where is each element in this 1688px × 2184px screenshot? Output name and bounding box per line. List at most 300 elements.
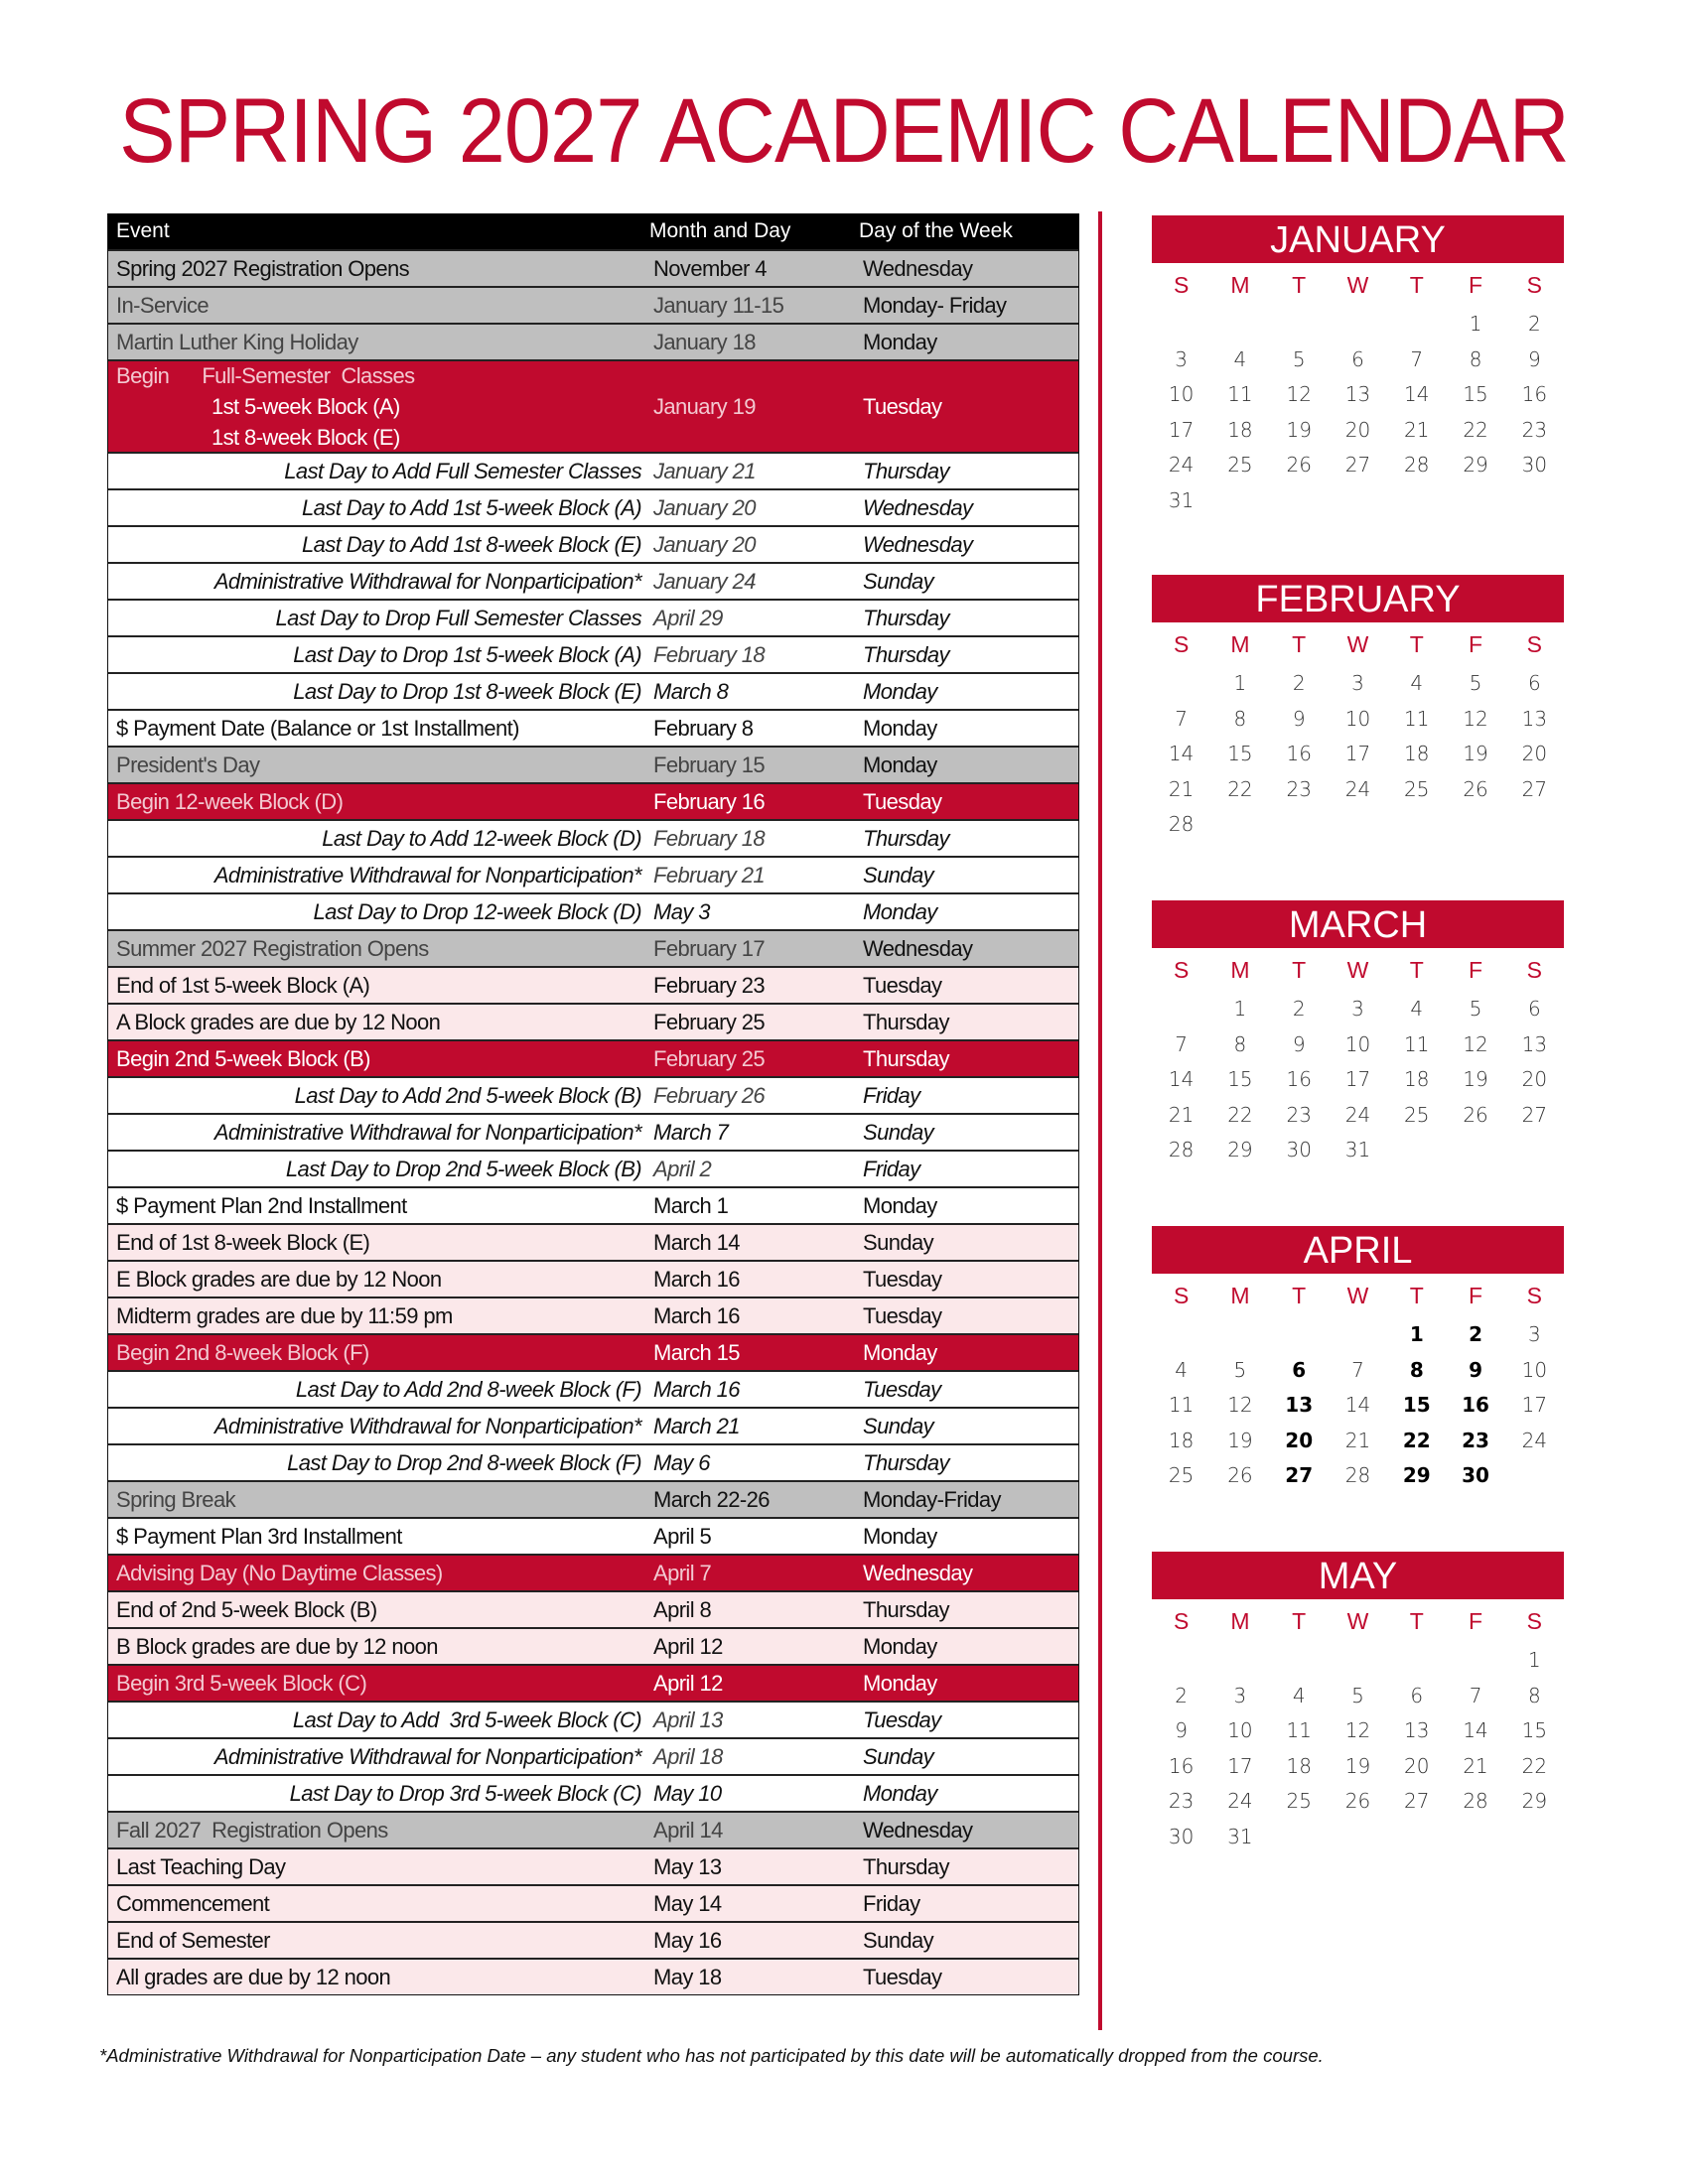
event-name: Begin Full-Semester Classes bbox=[116, 363, 415, 388]
calendar-day: 17 bbox=[1227, 1753, 1253, 1778]
event-sub: 1st 5-week Block (A) bbox=[211, 394, 400, 419]
calendar-day: 23 bbox=[1168, 1789, 1195, 1813]
event-date: March 16 bbox=[653, 1302, 740, 1328]
month-header: JANUARY bbox=[1152, 215, 1564, 263]
calendar-day: 21 bbox=[1344, 1428, 1371, 1452]
event-name: Last Day to Add Full Semester Classes bbox=[284, 458, 641, 483]
weekday-label: M bbox=[1230, 631, 1250, 657]
event-date: April 18 bbox=[653, 1743, 723, 1769]
calendar-day: 5 bbox=[1469, 997, 1482, 1021]
calendar-day: 31 bbox=[1168, 487, 1195, 512]
calendar-day: 14 bbox=[1168, 742, 1195, 765]
weekday-label: S bbox=[1526, 631, 1543, 657]
calendar-day: 4 bbox=[1233, 346, 1247, 371]
calendar-day: 26 bbox=[1463, 776, 1488, 801]
calendar-day: 28 bbox=[1344, 1463, 1371, 1487]
table-row bbox=[108, 562, 1078, 599]
event-date: April 14 bbox=[653, 1817, 723, 1843]
table-row bbox=[108, 1517, 1078, 1554]
weekday-label: T bbox=[1409, 631, 1424, 657]
calendar-day: 17 bbox=[1168, 417, 1195, 442]
event-weekday: Tuesday bbox=[863, 1302, 942, 1328]
calendar-day: 19 bbox=[1463, 742, 1488, 765]
calendar-day: 20 bbox=[1404, 1753, 1430, 1778]
event-date: February 23 bbox=[653, 972, 766, 998]
calendar-day: 2 bbox=[1175, 1683, 1188, 1707]
month-header: FEBRUARY bbox=[1152, 575, 1564, 622]
table-row bbox=[108, 488, 1078, 525]
event-name: Last Day to Add 2nd 5-week Block (B) bbox=[294, 1082, 641, 1108]
event-date: March 8 bbox=[653, 678, 729, 704]
calendar-day: 26 bbox=[1344, 1789, 1371, 1813]
table-row bbox=[108, 1480, 1078, 1517]
event-name: Fall 2027 Registration Opens bbox=[116, 1817, 388, 1843]
calendar-day: 20 bbox=[1521, 742, 1548, 765]
event-weekday: Monday-Friday bbox=[863, 1486, 1001, 1512]
weekday-label: S bbox=[1526, 957, 1543, 983]
calendar-day: 8 bbox=[1469, 346, 1482, 371]
calendar-day: 8 bbox=[1409, 1357, 1424, 1382]
event-weekday: Tuesday bbox=[863, 1266, 942, 1292]
calendar-day: 12 bbox=[1286, 382, 1312, 406]
event-name: Summer 2027 Registration Opens bbox=[116, 935, 429, 961]
event-date: May 13 bbox=[653, 1853, 722, 1879]
table-row bbox=[108, 672, 1078, 709]
calendar-day: 23 bbox=[1286, 1102, 1312, 1127]
event-date: January 20 bbox=[653, 531, 756, 557]
header-date: Month and Day bbox=[649, 219, 791, 242]
event-weekday: Sunday bbox=[863, 862, 934, 887]
event-weekday: Wednesday bbox=[863, 494, 973, 520]
event-name: Administrative Withdrawal for Nonparticipation* bbox=[213, 1119, 641, 1145]
calendar-day: 18 bbox=[1286, 1753, 1312, 1778]
table-row bbox=[108, 1811, 1078, 1847]
event-date: January 24 bbox=[653, 568, 756, 594]
event-weekday: Monday- Friday bbox=[863, 292, 1007, 318]
event-name: End of 1st 8-week Block (E) bbox=[116, 1229, 370, 1255]
calendar-day: 11 bbox=[1404, 706, 1430, 731]
event-weekday: Tuesday bbox=[863, 393, 942, 419]
table-row bbox=[108, 1884, 1078, 1921]
event-weekday: Thursday bbox=[863, 1853, 949, 1879]
table-row bbox=[108, 249, 1078, 286]
weekday-label: M bbox=[1230, 272, 1250, 298]
calendar-day: 2 bbox=[1292, 671, 1306, 695]
month-calendar-march bbox=[1152, 900, 1564, 1168]
event-weekday: Wednesday bbox=[863, 1560, 973, 1585]
month-calendar-april bbox=[1152, 1226, 1564, 1494]
empty-day bbox=[1210, 1643, 1269, 1679]
event-weekday: Monday bbox=[863, 1339, 937, 1365]
header-day: Day of the Week bbox=[859, 219, 1013, 242]
calendar-day: 25 bbox=[1227, 453, 1253, 477]
weekday-label: T bbox=[1292, 957, 1307, 983]
event-date: February 17 bbox=[653, 935, 766, 961]
month-calendar-february bbox=[1152, 575, 1564, 843]
empty-day bbox=[1329, 1643, 1387, 1679]
event-weekday: Monday bbox=[863, 1633, 937, 1659]
event-name: Spring 2027 Registration Opens bbox=[116, 255, 410, 281]
weekday-label: M bbox=[1230, 1608, 1250, 1634]
calendar-day: 22 bbox=[1227, 1102, 1253, 1127]
event-date: May 14 bbox=[653, 1890, 722, 1916]
table-row bbox=[108, 1003, 1078, 1039]
event-date: May 3 bbox=[653, 898, 710, 924]
event-name: Commencement bbox=[116, 1890, 270, 1916]
event-date: March 22-26 bbox=[653, 1486, 770, 1512]
event-date: February 15 bbox=[653, 751, 766, 777]
table-row bbox=[108, 1627, 1078, 1664]
event-weekday: Thursday bbox=[863, 641, 949, 667]
event-date: February 18 bbox=[653, 641, 766, 667]
calendar-day: 10 bbox=[1521, 1357, 1548, 1382]
calendar-day: 18 bbox=[1168, 1428, 1195, 1452]
event-date: March 7 bbox=[653, 1119, 729, 1145]
table-row bbox=[108, 1039, 1078, 1076]
event-date: February 25 bbox=[653, 1009, 766, 1034]
weekday-label: S bbox=[1526, 1283, 1543, 1308]
weekday-label: S bbox=[1173, 957, 1190, 983]
event-weekday: Thursday bbox=[863, 1045, 949, 1071]
calendar-day: 16 bbox=[1462, 1393, 1489, 1417]
event-date: March 16 bbox=[653, 1266, 740, 1292]
calendar-day: 17 bbox=[1521, 1393, 1548, 1417]
calendar-day: 31 bbox=[1344, 1138, 1371, 1161]
table-row bbox=[108, 1664, 1078, 1701]
weekday-label: M bbox=[1230, 1283, 1250, 1308]
calendar-day: 5 bbox=[1351, 1683, 1364, 1707]
month-calendar-may bbox=[1152, 1552, 1564, 1854]
calendar-day: 17 bbox=[1344, 742, 1371, 765]
empty-day bbox=[1270, 1643, 1329, 1679]
event-weekday: Thursday bbox=[863, 458, 949, 483]
empty-day bbox=[1152, 1643, 1210, 1679]
calendar-day: 5 bbox=[1233, 1357, 1247, 1382]
event-date: March 1 bbox=[653, 1192, 729, 1218]
calendar-day: 22 bbox=[1521, 1753, 1548, 1778]
calendar-day: 15 bbox=[1227, 742, 1253, 765]
calendar-day: 29 bbox=[1227, 1138, 1253, 1161]
calendar-day: 27 bbox=[1404, 1789, 1430, 1813]
calendar-day: 5 bbox=[1292, 346, 1306, 371]
event-name: Last Day to Drop 2nd 5-week Block (B) bbox=[285, 1156, 641, 1181]
event-name: Advising Day (No Daytime Classes) bbox=[116, 1560, 443, 1585]
event-name: Begin 2nd 5-week Block (B) bbox=[116, 1045, 370, 1071]
calendar-day: 25 bbox=[1404, 776, 1430, 801]
event-date: May 6 bbox=[653, 1449, 710, 1475]
calendar-day: 11 bbox=[1404, 1031, 1430, 1056]
event-name: Last Day to Drop 12-week Block (D) bbox=[313, 898, 641, 924]
weekday-label: F bbox=[1469, 272, 1483, 298]
event-weekday: Monday bbox=[863, 1523, 937, 1549]
event-date: February 21 bbox=[653, 862, 766, 887]
event-name: Last Day to Add 12-week Block (D) bbox=[322, 825, 641, 851]
table-row bbox=[108, 286, 1078, 323]
weekday-label: S bbox=[1173, 631, 1190, 657]
event-date: March 15 bbox=[653, 1339, 740, 1365]
calendar-day: 7 bbox=[1410, 346, 1424, 371]
event-weekday: Sunday bbox=[863, 1119, 934, 1145]
month-calendar-january bbox=[1152, 215, 1564, 518]
event-weekday: Thursday bbox=[863, 1009, 949, 1034]
calendar-day: 21 bbox=[1168, 776, 1195, 801]
event-date: March 21 bbox=[653, 1413, 740, 1438]
event-weekday: Monday bbox=[863, 1670, 937, 1696]
calendar-day: 13 bbox=[1521, 1031, 1548, 1056]
calendar-day: 30 bbox=[1462, 1463, 1489, 1487]
calendar-day: 26 bbox=[1227, 1463, 1253, 1487]
event-name: End of 2nd 5-week Block (B) bbox=[116, 1596, 377, 1622]
table-row bbox=[108, 635, 1078, 672]
calendar-day: 13 bbox=[1344, 382, 1371, 406]
empty-day bbox=[1270, 1317, 1329, 1353]
calendar-day: 18 bbox=[1404, 1067, 1430, 1091]
weekday-label: W bbox=[1346, 631, 1369, 657]
event-weekday: Tuesday bbox=[863, 972, 942, 998]
empty-day bbox=[1329, 1317, 1387, 1353]
calendar-day: 10 bbox=[1168, 382, 1195, 406]
event-date: May 16 bbox=[653, 1927, 722, 1953]
calendar-day: 24 bbox=[1344, 1102, 1371, 1127]
event-name: Last Day to Add 3rd 5-week Block (C) bbox=[292, 1706, 641, 1732]
calendar-day: 27 bbox=[1344, 453, 1371, 477]
page-title: SPRING 2027 ACADEMIC CALENDAR bbox=[119, 80, 1569, 182]
table-row bbox=[108, 1590, 1078, 1627]
table-row bbox=[108, 599, 1078, 635]
table-row bbox=[108, 1407, 1078, 1443]
calendar-day: 14 bbox=[1344, 1393, 1371, 1417]
calendar-day: 23 bbox=[1286, 776, 1312, 801]
event-date: February 25 bbox=[653, 1045, 766, 1071]
calendar-day: 27 bbox=[1521, 1102, 1548, 1127]
event-date: April 8 bbox=[653, 1596, 712, 1622]
event-date: April 7 bbox=[653, 1560, 712, 1585]
event-date: January 19 bbox=[653, 393, 756, 419]
calendar-day: 18 bbox=[1404, 742, 1430, 765]
calendar-day: 27 bbox=[1285, 1463, 1314, 1487]
calendar-day: 23 bbox=[1521, 417, 1548, 442]
event-name: B Block grades are due by 12 noon bbox=[116, 1633, 438, 1659]
table-row bbox=[108, 525, 1078, 562]
event-weekday: Sunday bbox=[863, 1229, 934, 1255]
table-row bbox=[108, 1223, 1078, 1260]
event-weekday: Monday bbox=[863, 329, 937, 354]
weekday-label: S bbox=[1173, 272, 1190, 298]
calendar-day: 2 bbox=[1292, 997, 1306, 1021]
weekday-label: S bbox=[1173, 1283, 1190, 1308]
table-row bbox=[108, 929, 1078, 966]
event-weekday: Thursday bbox=[863, 825, 949, 851]
event-name: Administrative Withdrawal for Nonparticipation* bbox=[213, 1743, 641, 1769]
table-row bbox=[108, 746, 1078, 782]
empty-day bbox=[1152, 307, 1210, 342]
calendar-day: 15 bbox=[1227, 1067, 1253, 1091]
weekday-label: S bbox=[1173, 1608, 1190, 1634]
table-row bbox=[108, 1921, 1078, 1958]
calendar-day: 25 bbox=[1404, 1102, 1430, 1127]
event-name: Last Day to Add 1st 5-week Block (A) bbox=[302, 494, 641, 520]
calendar-day: 29 bbox=[1402, 1463, 1431, 1487]
table-row bbox=[108, 1370, 1078, 1407]
calendar-day: 20 bbox=[1285, 1428, 1314, 1452]
event-date: March 16 bbox=[653, 1376, 740, 1402]
calendar-day: 25 bbox=[1168, 1463, 1195, 1487]
table-row bbox=[108, 1297, 1078, 1333]
event-date: May 18 bbox=[653, 1964, 722, 1989]
event-name: Begin 3rd 5-week Block (C) bbox=[116, 1670, 367, 1696]
table-row bbox=[108, 1443, 1078, 1480]
calendar-day: 9 bbox=[1292, 1031, 1306, 1056]
event-name: Last Day to Drop 3rd 5-week Block (C) bbox=[289, 1780, 641, 1806]
event-name: In-Service bbox=[116, 292, 210, 318]
empty-day bbox=[1210, 1317, 1269, 1353]
event-weekday: Monday bbox=[863, 1780, 937, 1806]
calendar-day: 12 bbox=[1344, 1718, 1371, 1742]
events-table bbox=[107, 213, 1079, 1995]
calendar-day: 9 bbox=[1469, 1357, 1483, 1382]
event-name: Administrative Withdrawal for Nonparticipation* bbox=[213, 568, 641, 594]
event-weekday: Sunday bbox=[863, 568, 934, 594]
event-name: $ Payment Plan 2nd Installment bbox=[116, 1192, 407, 1218]
calendar-day: 3 bbox=[1351, 671, 1364, 695]
event-date: February 16 bbox=[653, 788, 766, 814]
event-date: January 11-15 bbox=[653, 292, 784, 318]
event-weekday: Tuesday bbox=[863, 1964, 942, 1989]
calendar-day: 14 bbox=[1404, 382, 1430, 406]
event-name: Last Day to Add 1st 8-week Block (E) bbox=[302, 531, 641, 557]
table-row bbox=[108, 892, 1078, 929]
calendar-day: 21 bbox=[1168, 1102, 1195, 1127]
empty-day bbox=[1152, 992, 1210, 1027]
calendar-day: 27 bbox=[1521, 776, 1548, 801]
weekday-label: T bbox=[1409, 1283, 1424, 1308]
event-weekday: Friday bbox=[863, 1082, 920, 1108]
table-row bbox=[108, 359, 1078, 452]
calendar-day: 5 bbox=[1469, 671, 1482, 695]
weekday-label: W bbox=[1346, 957, 1369, 983]
calendar-day: 11 bbox=[1227, 382, 1253, 406]
calendar-day: 26 bbox=[1286, 453, 1312, 477]
calendar-day: 23 bbox=[1462, 1428, 1489, 1452]
footnote: *Administrative Withdrawal for Nonparticipation Date – any student who has not participated by this date will be automatically dropped from the course. bbox=[99, 2045, 1324, 2066]
event-weekday: Thursday bbox=[863, 605, 949, 630]
empty-day bbox=[1329, 307, 1387, 342]
calendar-day: 28 bbox=[1168, 1138, 1195, 1161]
event-weekday: Friday bbox=[863, 1890, 920, 1916]
event-name: Administrative Withdrawal for Nonparticipation* bbox=[213, 1413, 641, 1438]
calendar-day: 19 bbox=[1463, 1067, 1488, 1091]
calendar-day: 4 bbox=[1410, 671, 1424, 695]
calendar-day: 10 bbox=[1227, 1718, 1253, 1742]
calendar-day: 7 bbox=[1469, 1683, 1482, 1707]
event-weekday: Tuesday bbox=[863, 1706, 941, 1732]
calendar-day: 1 bbox=[1233, 997, 1247, 1021]
empty-day bbox=[1270, 307, 1329, 342]
event-weekday: Sunday bbox=[863, 1413, 934, 1438]
calendar-day: 4 bbox=[1292, 1683, 1306, 1707]
calendar-day: 7 bbox=[1175, 706, 1188, 731]
event-name: Begin 2nd 8-week Block (F) bbox=[116, 1339, 369, 1365]
event-name: $ Payment Date (Balance or 1st Installment) bbox=[116, 715, 519, 741]
event-weekday: Wednesday bbox=[863, 255, 973, 281]
event-date: May 10 bbox=[653, 1780, 722, 1806]
calendar-day: 12 bbox=[1463, 706, 1488, 731]
calendar-day: 6 bbox=[1292, 1357, 1307, 1382]
event-name: Last Day to Drop 1st 5-week Block (A) bbox=[293, 641, 641, 667]
empty-day bbox=[1152, 1317, 1210, 1353]
calendar-day: 16 bbox=[1521, 382, 1548, 406]
event-date: November 4 bbox=[653, 255, 767, 281]
event-name: Last Teaching Day bbox=[116, 1853, 286, 1879]
weekday-label: F bbox=[1469, 957, 1483, 983]
event-weekday: Thursday bbox=[863, 1449, 949, 1475]
empty-day bbox=[1446, 1643, 1504, 1679]
calendar-day: 16 bbox=[1168, 1753, 1195, 1778]
weekday-label: M bbox=[1230, 957, 1250, 983]
weekday-label: T bbox=[1292, 1608, 1307, 1634]
weekday-label: W bbox=[1346, 272, 1369, 298]
month-header: MAY bbox=[1152, 1552, 1564, 1599]
event-name: $ Payment Plan 3rd Installment bbox=[116, 1523, 402, 1549]
calendar-day: 14 bbox=[1463, 1718, 1488, 1742]
calendar-day: 3 bbox=[1233, 1683, 1247, 1707]
event-name: E Block grades are due by 12 Noon bbox=[116, 1266, 442, 1292]
calendar-day: 3 bbox=[1175, 346, 1188, 371]
weekday-label: T bbox=[1409, 272, 1424, 298]
table-row bbox=[108, 1186, 1078, 1223]
month-header: MARCH bbox=[1152, 900, 1564, 948]
calendar-day: 9 bbox=[1292, 706, 1306, 731]
calendar-day: 3 bbox=[1527, 1322, 1541, 1346]
table-row bbox=[108, 1333, 1078, 1370]
table-row bbox=[108, 1847, 1078, 1884]
calendar-day: 17 bbox=[1344, 1067, 1371, 1091]
table-row bbox=[108, 782, 1078, 819]
weekday-label: W bbox=[1346, 1608, 1369, 1634]
divider-line bbox=[1098, 211, 1102, 2030]
table-header bbox=[108, 213, 1078, 249]
weekday-label: S bbox=[1526, 272, 1543, 298]
calendar-day: 22 bbox=[1463, 417, 1488, 442]
calendar-day: 20 bbox=[1521, 1067, 1548, 1091]
event-name: A Block grades are due by 12 Noon bbox=[116, 1009, 441, 1034]
weekday-label: S bbox=[1526, 1608, 1543, 1634]
event-name: All grades are due by 12 noon bbox=[116, 1964, 391, 1989]
table-row bbox=[108, 1958, 1078, 1994]
calendar-day: 24 bbox=[1227, 1789, 1253, 1813]
table-row bbox=[108, 1113, 1078, 1150]
calendar-day: 24 bbox=[1168, 453, 1195, 477]
calendar-day: 16 bbox=[1286, 1067, 1312, 1091]
calendar-day: 24 bbox=[1344, 776, 1371, 801]
calendar-day: 4 bbox=[1175, 1357, 1188, 1382]
table-row bbox=[108, 1076, 1078, 1113]
calendar-day: 22 bbox=[1227, 776, 1253, 801]
table-row bbox=[108, 819, 1078, 856]
event-name: Administrative Withdrawal for Nonparticipation* bbox=[213, 862, 641, 887]
event-weekday: Monday bbox=[863, 1192, 937, 1218]
calendar-day: 30 bbox=[1521, 453, 1548, 477]
event-weekday: Wednesday bbox=[863, 935, 973, 961]
event-name: End of 1st 5-week Block (A) bbox=[116, 972, 370, 998]
weekday-label: T bbox=[1409, 957, 1424, 983]
calendar-day: 24 bbox=[1521, 1428, 1548, 1452]
event-date: April 13 bbox=[653, 1706, 723, 1732]
table-row bbox=[108, 1150, 1078, 1186]
calendar-day: 15 bbox=[1521, 1718, 1548, 1742]
table-row bbox=[108, 1774, 1078, 1811]
month-header: APRIL bbox=[1152, 1226, 1564, 1274]
